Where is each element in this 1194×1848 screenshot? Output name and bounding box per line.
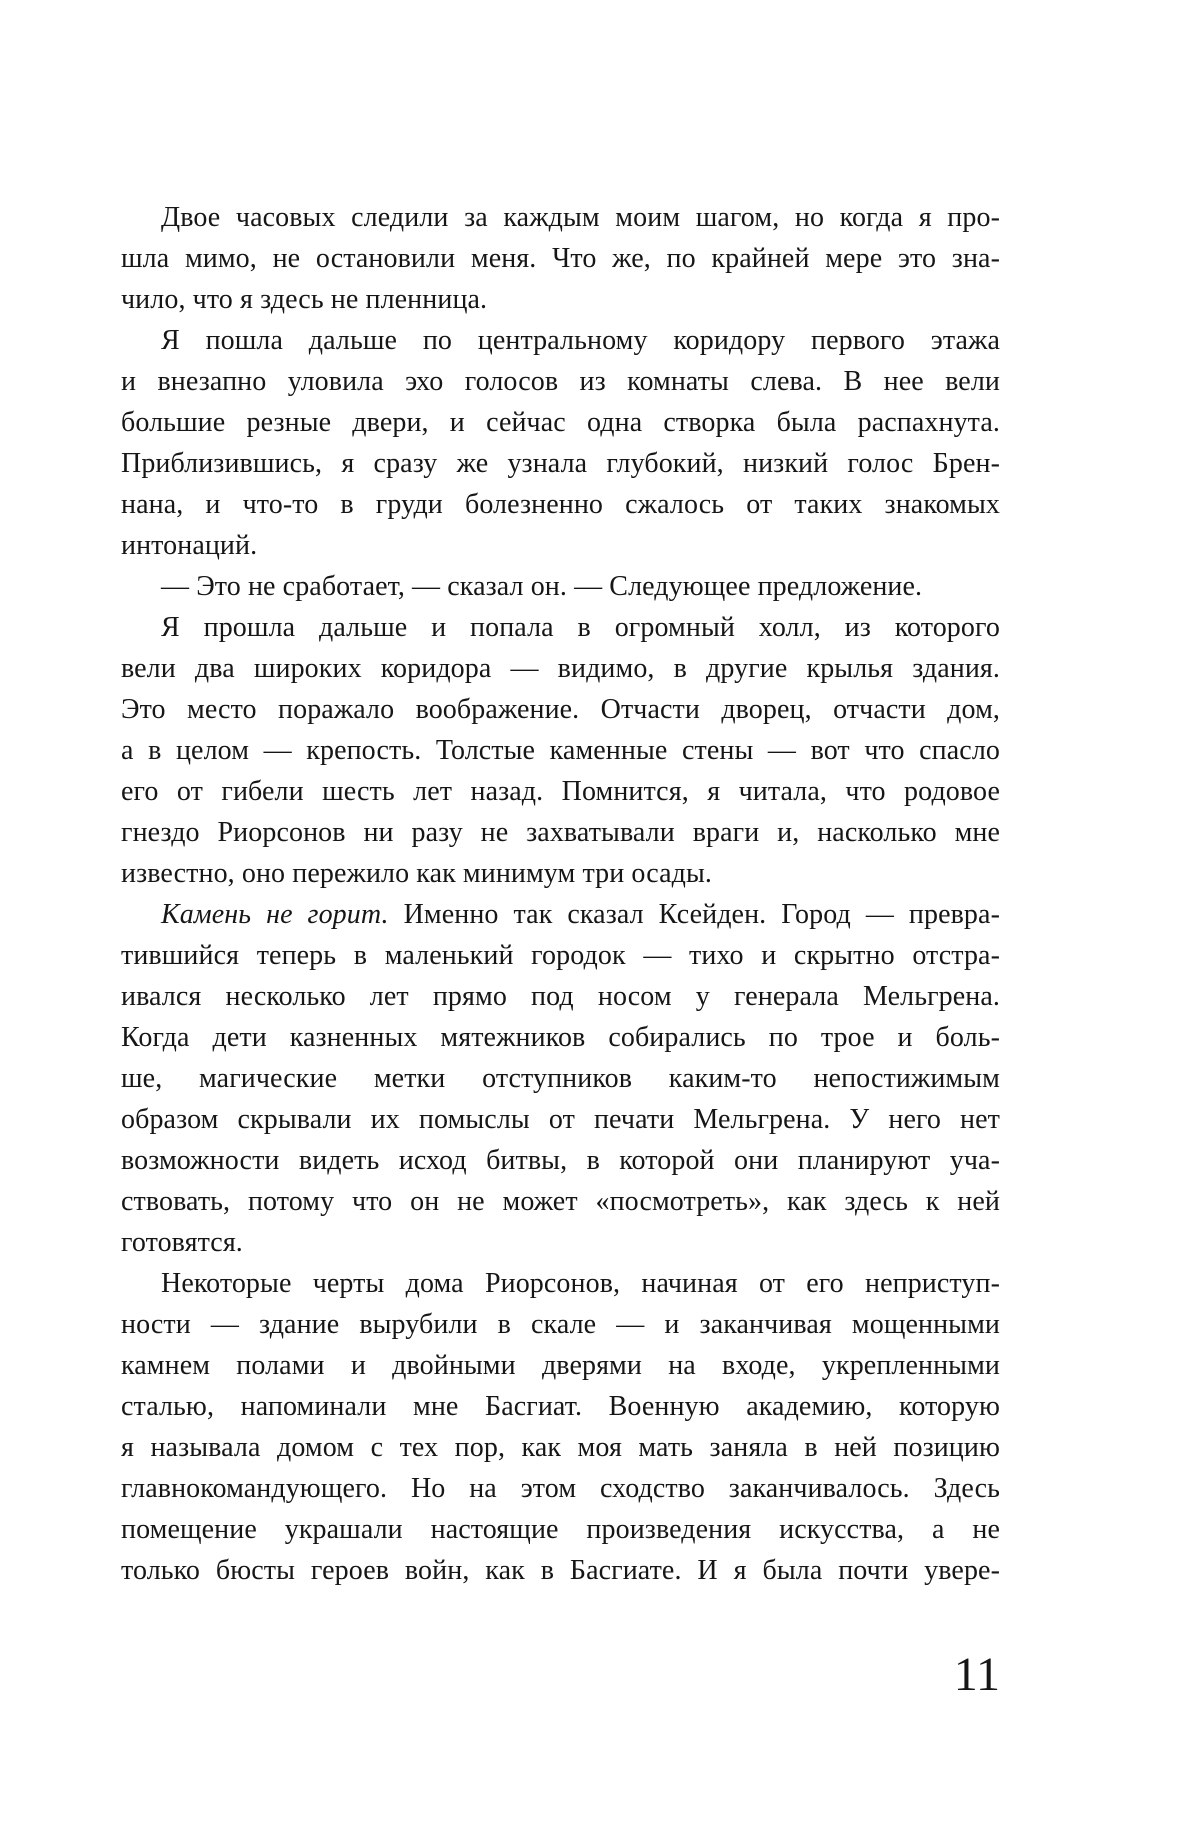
paragraph	[121, 566, 1000, 607]
text-line	[121, 689, 1000, 730]
text-segment: а в целом — крепость. Толстые каменные стены — вот что спасло	[121, 735, 1000, 766]
text-segment: образом скрывали их помыслы от печати Мельгрена. У него нет	[121, 1104, 1000, 1135]
text-segment: чило, что я здесь не пленница.	[121, 284, 488, 315]
text-segment: шла мимо, не остановили меня. Что же, по крайней мере это зна-	[121, 243, 1000, 274]
text-segment: и внезапно уловила эхо голосов из комнаты слева. В нее вели	[121, 366, 1000, 397]
text-line	[121, 279, 1000, 320]
text-segment: тившийся теперь в маленький городок — тихо и скрытно отстра-	[121, 940, 1000, 971]
text-line	[121, 853, 1000, 894]
text-line	[121, 320, 1000, 361]
text-segment: — Это не сработает, — сказал он. — Следующее предложение.	[161, 571, 923, 602]
paragraph	[121, 320, 1000, 566]
text-block	[121, 197, 1000, 1591]
text-segment: Двое часовых следили за каждым моим шагом, но когда я про-	[161, 202, 1000, 233]
text-segment: я называла домом с тех пор, как моя мать заняла в ней позицию	[121, 1432, 1000, 1463]
text-segment: возможности видеть исход битвы, в которой они планируют уча-	[121, 1145, 1000, 1176]
text-line	[121, 1181, 1000, 1222]
text-segment: его от гибели шесть лет назад. Помнится, я читала, что родовое	[121, 776, 1000, 807]
text-line	[121, 607, 1000, 648]
text-line	[121, 238, 1000, 279]
text-segment: ствовать, потому что он не может «посмотреть», как здесь к ней	[121, 1186, 1000, 1217]
text-segment: помещение украшали настоящие произведения искусства, а не	[121, 1514, 1000, 1545]
text-line	[121, 812, 1000, 853]
text-segment: главнокомандующего. Но на этом сходство заканчивалось. Здесь	[121, 1473, 1000, 1504]
text-line	[121, 1509, 1000, 1550]
text-line	[121, 1099, 1000, 1140]
text-segment: камнем полами и двойными дверями на входе, укрепленными	[121, 1350, 1000, 1381]
text-line	[121, 1222, 1000, 1263]
text-segment: Некоторые черты дома Риорсонов, начиная от его неприступ-	[161, 1268, 1000, 1299]
text-line	[121, 976, 1000, 1017]
text-line	[121, 771, 1000, 812]
paragraph	[121, 894, 1000, 1263]
italic-phrase: Камень не горит.	[161, 899, 389, 930]
text-line	[121, 525, 1000, 566]
text-segment: сталью, напоминали мне Басгиат. Военную академию, которую	[121, 1391, 1000, 1422]
text-line	[121, 1468, 1000, 1509]
paragraph	[121, 197, 1000, 320]
text-segment: ше, магические метки отступников каким-то непостижимым	[121, 1063, 1000, 1094]
text-segment: интонаций.	[121, 530, 258, 561]
paragraph	[121, 607, 1000, 894]
text-line	[121, 935, 1000, 976]
text-line	[121, 1017, 1000, 1058]
text-line	[121, 1263, 1000, 1304]
paragraph	[121, 1263, 1000, 1591]
text-segment: Приблизившись, я сразу же узнала глубокий, низкий голос Брен-	[121, 448, 1000, 479]
text-segment: Это место поражало воображение. Отчасти дворец, отчасти дом,	[121, 694, 1000, 725]
text-segment: известно, оно пережило как минимум три осады.	[121, 858, 712, 889]
text-line	[121, 1304, 1000, 1345]
text-line	[121, 1386, 1000, 1427]
text-line	[121, 730, 1000, 771]
text-segment: готовятся.	[121, 1227, 243, 1258]
text-segment: нана, и что-то в груди болезненно сжалось от таких знакомых	[121, 489, 1000, 520]
text-segment: Когда дети казненных мятежников собирались по трое и боль-	[121, 1022, 1000, 1053]
text-segment: вели два широких коридора — видимо, в другие крылья здания.	[121, 653, 1000, 684]
text-segment: большие резные двери, и сейчас одна створка была распахнута.	[121, 407, 1000, 438]
text-line	[121, 484, 1000, 525]
page-number: 11	[953, 1648, 1000, 1701]
text-line	[121, 648, 1000, 689]
text-line	[121, 566, 1000, 607]
text-segment: гнездо Риорсонов ни разу не захватывали враги и, насколько мне	[121, 817, 1000, 848]
text-line	[121, 361, 1000, 402]
text-segment: ности — здание вырубили в скале — и заканчивая мощенными	[121, 1309, 1000, 1340]
text-line	[121, 443, 1000, 484]
text-segment: Я пошла дальше по центральному коридору первого этажа	[161, 325, 1000, 356]
text-line	[121, 1550, 1000, 1591]
text-line	[121, 1058, 1000, 1099]
text-segment: только бюсты героев войн, как в Басгиате. И я была почти увере-	[121, 1555, 1000, 1586]
text-line	[121, 1427, 1000, 1468]
text-line	[121, 1140, 1000, 1181]
text-segment: ивался несколько лет прямо под носом у генерала Мельгрена.	[121, 981, 1000, 1012]
text-segment: Я прошла дальше и попала в огромный холл, из которого	[161, 612, 1000, 643]
text-line	[121, 402, 1000, 443]
text-line	[121, 894, 1000, 935]
text-line	[121, 1345, 1000, 1386]
text-line	[121, 197, 1000, 238]
text-segment: Именно так сказал Ксейден. Город — превра-	[388, 899, 1000, 930]
